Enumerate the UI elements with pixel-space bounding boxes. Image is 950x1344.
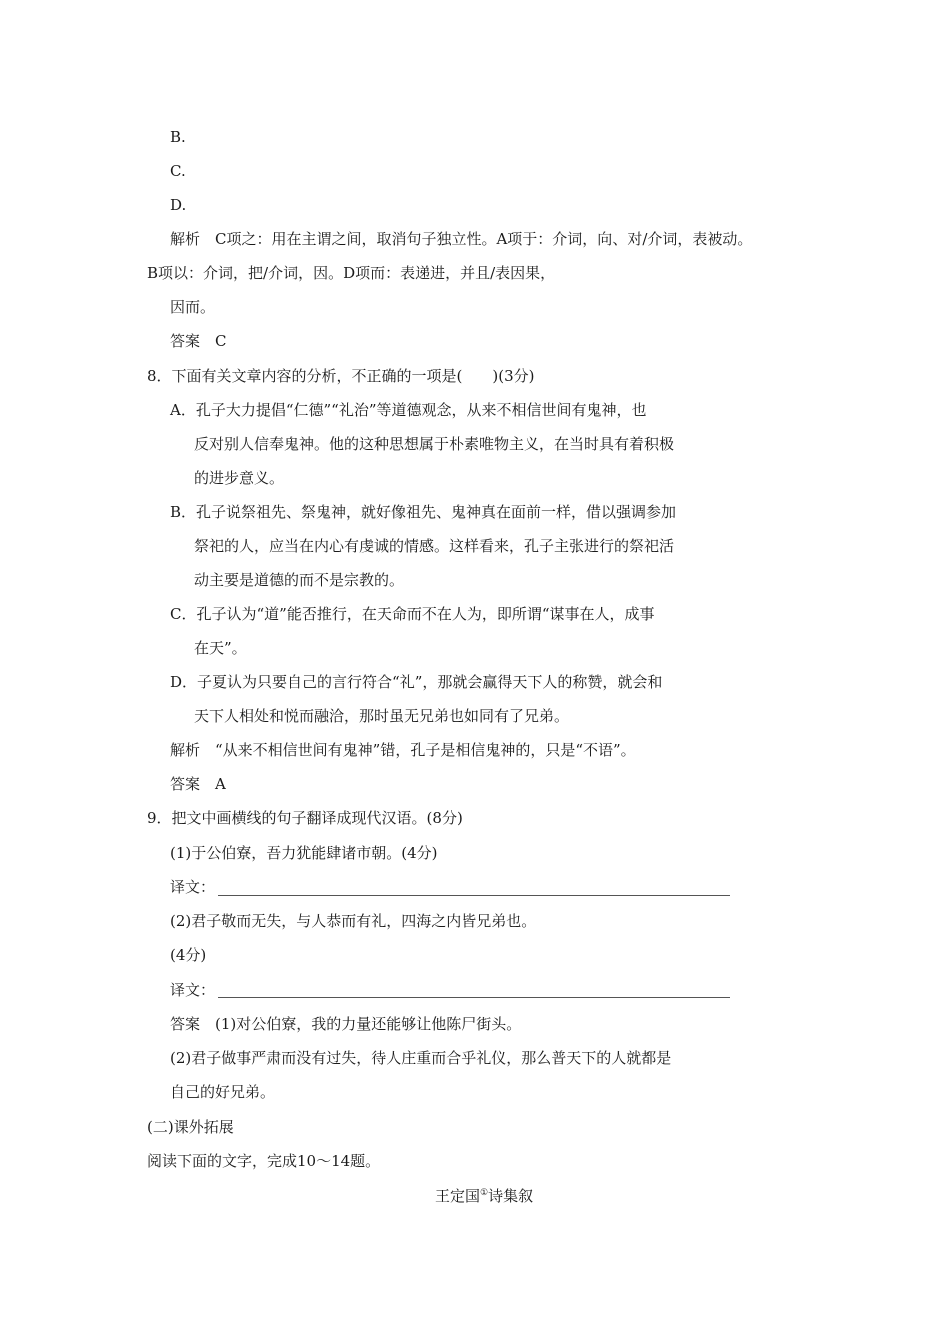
q8-option-a-line3: 的进步意义。	[194, 469, 285, 487]
passage-title-tail: 诗集叙	[488, 1187, 534, 1205]
q7-analysis-line3: 因而。	[170, 298, 216, 316]
q9-answer-1: 答案 (1)对公伯寮，我的力量还能够让他陈尸街头。	[170, 1015, 522, 1033]
q8-stem: 8．下面有关文章内容的分析，不正确的一项是( )(3分)	[147, 367, 535, 385]
option-b: B.	[170, 128, 186, 146]
q7-analysis-line2: B项以：介词，把/介词，因。D项而：表递进，并且/表因果，	[147, 264, 556, 282]
q8-answer: 答案 A	[170, 775, 226, 793]
q8-analysis: 解析 “从来不相信世间有鬼神”错，孔子是相信鬼神的，只是“不语”。	[170, 741, 636, 759]
q8-option-b-line3: 动主要是道德的而不是宗教的。	[194, 571, 405, 589]
q9-translation-label-1: 译文：	[170, 878, 216, 896]
q9-sentence-2-score: (4分)	[170, 946, 207, 964]
q9-answer-2-line2: 自己的好兄弟。	[170, 1083, 276, 1101]
passage-title-main: 王定国	[435, 1187, 481, 1205]
q7-answer: 答案 C	[170, 332, 227, 350]
q8-option-b-line2: 祭祀的人，应当在内心有虔诚的情感。这样看来，孔子主张进行的祭祀活	[194, 537, 675, 555]
passage-title	[435, 1186, 533, 1206]
q9-answer-2-line1: (2)君子做事严肃而没有过失，待人庄重而合乎礼仪，那么普天下的人就都是	[170, 1049, 672, 1067]
q9-sentence-1: (1)于公伯寮，吾力犹能肆诸市朝。(4分)	[170, 844, 438, 862]
q8-option-d-line2: 天下人相处和悦而融洽，那时虽无兄弟也如同有了兄弟。	[194, 707, 570, 725]
footnote-marker: ①	[480, 1188, 489, 1198]
option-d: D.	[170, 196, 187, 214]
q9-stem: 9．把文中画横线的句子翻译成现代汉语。(8分)	[147, 809, 463, 827]
q8-option-c-line1: C．孔子认为“道”能否推行，在天命而不在人为，即所谓“谋事在人，成事	[170, 605, 655, 623]
q8-option-a-line1: A．孔子大力提倡“仁德”“礼治”等道德观念，从来不相信世间有鬼神，也	[170, 401, 647, 419]
q9-translation-label-2: 译文：	[170, 981, 216, 999]
q8-option-b-line1: B．孔子说祭祖先、祭鬼神，就好像祖先、鬼神真在面前一样，借以强调参加	[170, 503, 677, 521]
q9-sentence-2: (2)君子敬而无失，与人恭而有礼，四海之内皆兄弟也。	[170, 912, 537, 930]
reading-instruction: 阅读下面的文字，完成10～14题。	[147, 1152, 381, 1170]
q7-analysis-line1: 解析 C项之：用在主谓之间，取消句子独立性。A项于：介词，向、对/介词，表被动。	[170, 230, 753, 248]
q9-translation-blank-1[interactable]	[218, 895, 730, 896]
option-c: C.	[170, 162, 186, 180]
q9-translation-blank-2[interactable]	[218, 997, 730, 998]
q8-option-c-line2: 在天”。	[194, 639, 247, 657]
section-heading: (二)课外拓展	[147, 1118, 234, 1136]
q8-option-d-line1: D．子夏认为只要自己的言行符合“礼”，那就会赢得天下人的称赞，就会和	[170, 673, 663, 691]
q8-option-a-line2: 反对别人信奉鬼神。他的这种思想属于朴素唯物主义，在当时具有着积极	[194, 435, 675, 453]
